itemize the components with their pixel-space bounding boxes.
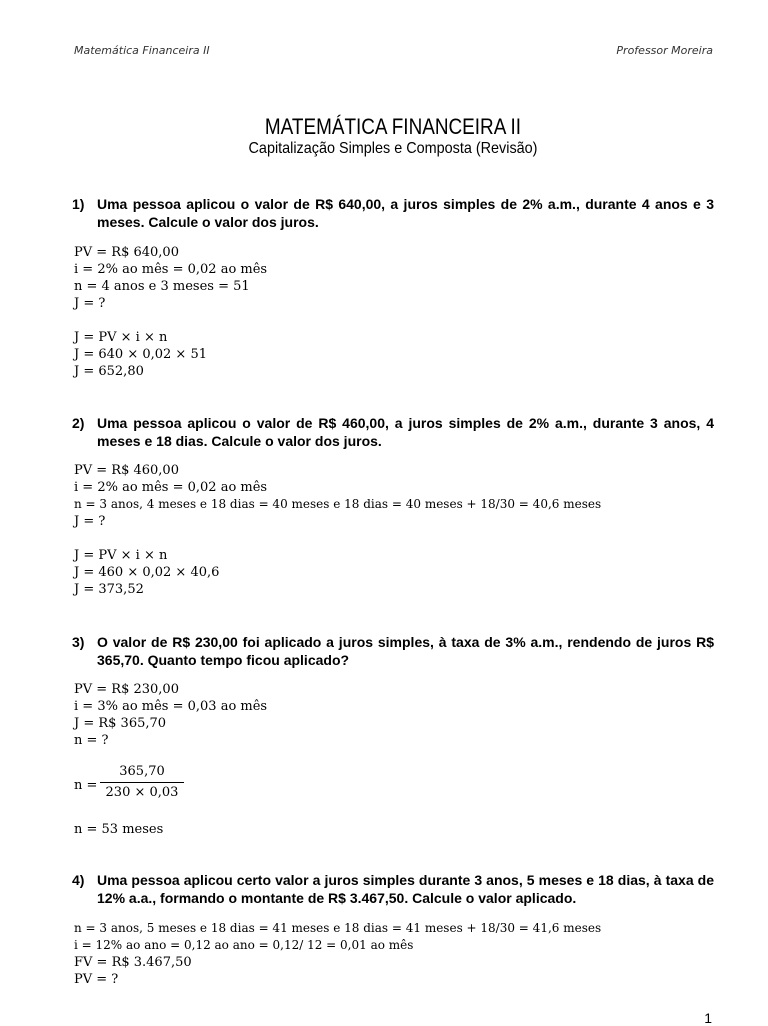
given-line: PV = R$ 640,00 [74, 245, 179, 260]
question-number: 4) [72, 872, 85, 888]
given-line: n = 3 anos, 4 meses e 18 dias = 40 meses e 18 dias = 40 meses + 18/30 = 40,6 meses [74, 497, 602, 511]
question-text: O valor de R$ 230,00 foi aplicado a juros simples, à taxa de 3% a.m., rendendo de juros R$ 365,70. Quanto tempo ficou aplicado? [97, 634, 714, 668]
result-line: n = 53 meses [74, 822, 164, 837]
solution-line: J = 460 × 0,02 × 40,6 [74, 565, 220, 580]
solution-line: J = 640 × 0,02 × 51 [74, 347, 207, 362]
given-line: n = 3 anos, 5 meses e 18 dias = 41 meses e 18 dias = 41 meses + 18/30 = 41,6 meses [74, 921, 602, 935]
question-text: Uma pessoa aplicou o valor de R$ 640,00, a juros simples de 2% a.m., durante 4 anos e 3 meses. Calcule o valor dos juros. [97, 196, 714, 230]
question-4 [72, 871, 714, 907]
given-line: J = R$ 365,70 [74, 716, 167, 731]
given-line: PV = R$ 460,00 [74, 463, 179, 478]
header-right: Professor Moreira [616, 44, 713, 57]
solution-line: J = PV × i × n [74, 548, 168, 563]
fraction [100, 764, 184, 800]
question-2 [72, 414, 714, 450]
fraction-lhs: n = [74, 778, 98, 793]
question-number: 2) [72, 415, 85, 431]
fraction-numerator: 365,70 [119, 764, 165, 779]
question-3 [72, 633, 714, 669]
question-text: Uma pessoa aplicou certo valor a juros simples durante 3 anos, 5 meses e 18 dias, à taxa de 12% a.a., formando o montante de R$ 3.467,50. Calcule o valor aplicado. [97, 872, 714, 906]
page-subtitle: Capitalização Simples e Composta (Revisão) [248, 140, 538, 157]
given-line: n = 4 anos e 3 meses = 51 [74, 279, 250, 294]
question-number: 1) [72, 196, 85, 212]
question-text: Uma pessoa aplicou o valor de R$ 460,00, a juros simples de 2% a.m., durante 3 anos, 4 meses e 18 dias. Calcule o valor dos juros. [97, 415, 714, 449]
given-line: i = 3% ao mês = 0,03 ao mês [74, 699, 268, 714]
solution-line: J = 373,52 [74, 582, 144, 597]
given-line: i = 2% ao mês = 0,02 ao mês [74, 480, 268, 495]
given-line: PV = ? [74, 972, 119, 987]
solution-line: J = 652,80 [74, 364, 144, 379]
header-left: Matemática Financeira II [74, 44, 210, 57]
given-line: J = ? [74, 296, 106, 311]
page-number: 1 [704, 1010, 712, 1026]
given-line: J = ? [74, 514, 106, 529]
page-title: MATEMÁTICA FINANCEIRA II [264, 114, 522, 139]
given-line: i = 2% ao mês = 0,02 ao mês [74, 262, 268, 277]
given-line: PV = R$ 230,00 [74, 682, 179, 697]
solution-line: J = PV × i × n [74, 330, 168, 345]
given-line: i = 12% ao ano = 0,12 ao ano = 0,12/ 12 = 0,01 ao mês [74, 938, 414, 952]
fraction-denominator: 230 × 0,03 [105, 785, 179, 800]
given-line: n = ? [74, 733, 109, 748]
question-1 [72, 195, 714, 231]
given-line: FV = R$ 3.467,50 [74, 955, 192, 970]
question-number: 3) [72, 634, 85, 650]
